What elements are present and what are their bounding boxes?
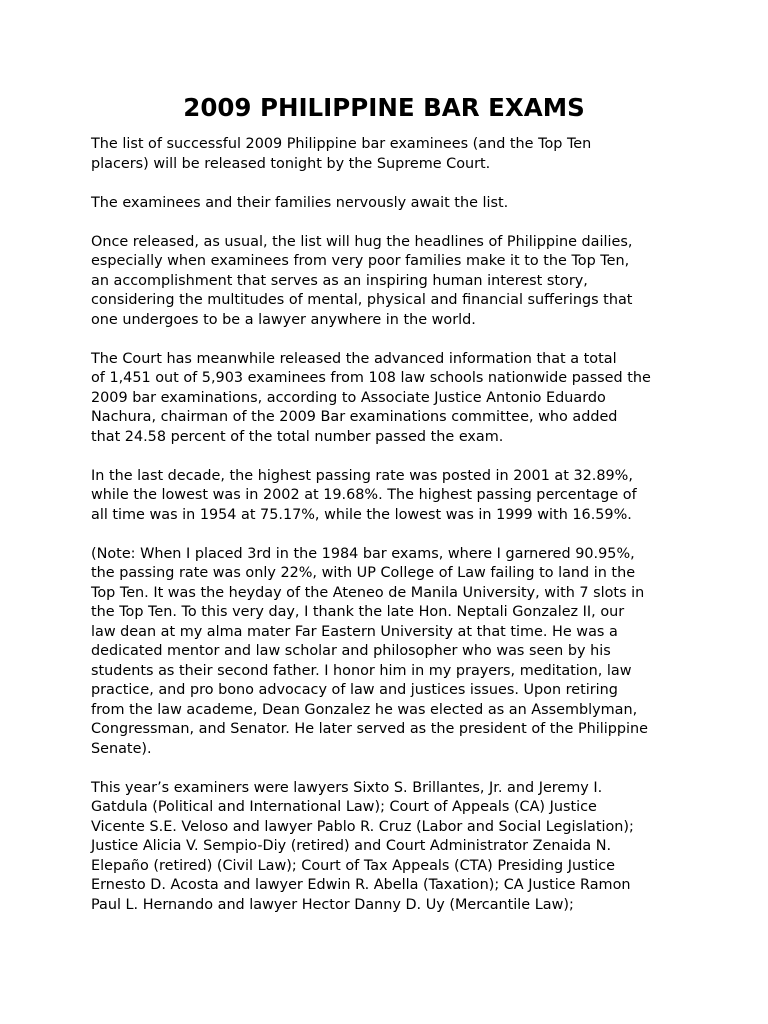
paragraph-line: Nachura, chairman of the 2009 Bar examinations committee, who added	[91, 409, 618, 425]
paragraph-line: that 24.58 percent of the total number passed the exam.	[91, 428, 504, 445]
body-paragraph	[91, 194, 691, 214]
paragraph-line: In the last decade, the highest passing rate was posted in 2001 at 32.89%,	[91, 467, 633, 484]
paragraph-line: all time was in 1954 at 75.17%, while the lowest was in 1999 with 16.59%.	[91, 506, 632, 523]
paragraph-line: Justice Alicia V. Sempio-Diy (retired) and Court Administrator Zenaida N.	[91, 838, 612, 854]
paragraph-line: especially when examinees from very poor families make it to the Top Ten,	[91, 253, 630, 269]
paragraph-line: of 1,451 out of 5,903 examinees from 108 law schools nationwide passed the	[91, 370, 651, 386]
paragraph-line: law dean at my alma mater Far Eastern University at that time. He was a	[91, 623, 618, 640]
paragraph-line: (Note: When I placed 3rd in the 1984 bar exams, where I garnered 90.95%,	[91, 545, 635, 562]
paragraph-line: students as their second father. I honor him in my prayers, meditation, law	[91, 662, 632, 679]
paragraph-line: Top Ten. It was the heyday of the Ateneo de Manila University, with 7 slots in	[91, 584, 645, 601]
paragraph-line: considering the multitudes of mental, physical and financial sufferings that	[91, 292, 633, 308]
paragraph-line: the passing rate was only 22%, with UP College of Law failing to land in the	[91, 565, 636, 581]
paragraph-line: The Court has meanwhile released the advanced information that a total	[91, 350, 617, 367]
paragraph-line: Elepaño (retired) (Civil Law); Court of Tax Appeals (CTA) Presiding Justice	[91, 857, 615, 874]
paragraph-line: the Top Ten. To this very day, I thank the late Hon. Neptali Gonzalez II, our	[91, 604, 625, 620]
paragraph-line: Senate).	[91, 740, 152, 757]
paragraph-line: an accomplishment that serves as an inspiring human interest story,	[91, 272, 588, 289]
body-paragraph	[91, 350, 691, 448]
paragraph-line: Gatdula (Political and International Law); Court of Appeals (CA) Justice	[91, 799, 597, 815]
paragraph-line: from the law academe, Dean Gonzalez he was elected as an Assemblyman,	[91, 701, 638, 718]
paragraph-line: placers) will be released tonight by the Supreme Court.	[91, 155, 491, 172]
paragraph-line: dedicated mentor and law scholar and philosopher who was seen by his	[91, 643, 611, 659]
body-paragraph	[91, 779, 691, 916]
paragraph-line: This year’s examiners were lawyers Sixto S. Brillantes, Jr. and Jeremy I.	[91, 779, 603, 796]
document-body	[91, 135, 691, 935]
paragraph-line: Ernesto D. Acosta and lawyer Edwin R. Abella (Taxation); CA Justice Ramon	[91, 877, 631, 893]
paragraph-line: Paul L. Hernando and lawyer Hector Danny D. Uy (Mercantile Law);	[91, 896, 574, 913]
paragraph-line: Congressman, and Senator. He later served as the president of the Philippine	[91, 721, 648, 737]
body-paragraph	[91, 135, 691, 174]
paragraph-line: practice, and pro bono advocacy of law and justices issues. Upon retiring	[91, 682, 618, 698]
paragraph-line: The list of successful 2009 Philippine bar examinees (and the Top Ten	[91, 136, 592, 152]
paragraph-line: The examinees and their families nervously await the list.	[91, 194, 509, 211]
body-paragraph	[91, 545, 691, 760]
paragraph-line: while the lowest was in 2002 at 19.68%. The highest passing percentage of	[91, 487, 637, 503]
paragraph-line: one undergoes to be a lawyer anywhere in the world.	[91, 311, 476, 328]
body-paragraph	[91, 467, 691, 526]
paragraph-line: Vicente S.E. Veloso and lawyer Pablo R. Cruz (Labor and Social Legislation);	[91, 818, 634, 835]
body-paragraph	[91, 233, 691, 331]
paragraph-line: Once released, as usual, the list will hug the headlines of Philippine dailies,	[91, 233, 633, 250]
document-title: 2009 PHILIPPINE BAR EXAMS	[183, 93, 585, 122]
paragraph-line: 2009 bar examinations, according to Associate Justice Antonio Eduardo	[91, 389, 606, 406]
